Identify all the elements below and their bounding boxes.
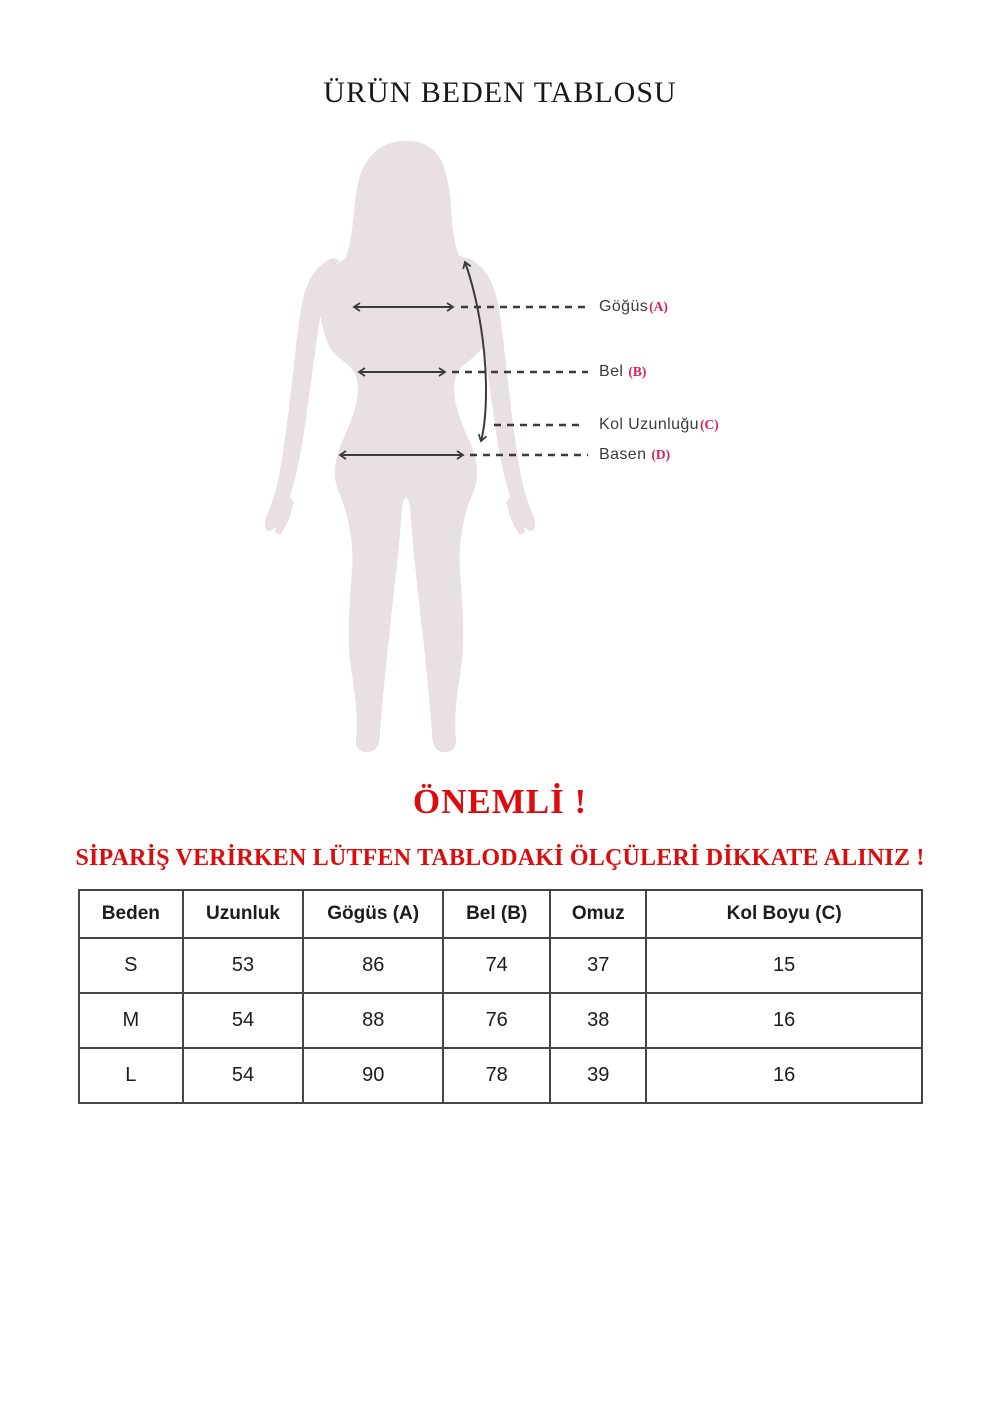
cell-kol: 16 (646, 1048, 922, 1103)
silhouette-body (319, 246, 493, 752)
cell-kol: 16 (646, 993, 922, 1048)
important-message: SİPARİŞ VERİRKEN LÜTFEN TABLODAKİ ÖLÇÜLERİ DİKKATE ALINIZ ! (75, 845, 925, 871)
cell-gogus: 88 (303, 993, 443, 1048)
measure-label-chest-text: Göğüs (599, 298, 649, 315)
measure-label-hip (599, 445, 670, 465)
cell-uzunluk: 54 (183, 1048, 304, 1103)
measure-code-b: (B) (628, 364, 647, 379)
cell-omuz: 37 (550, 938, 646, 993)
cell-omuz: 39 (550, 1048, 646, 1103)
measure-label-waist-text: Bel (599, 363, 624, 380)
measure-label-arm-text: Kol Uzunluğu (599, 416, 699, 433)
measure-code-a: (A) (649, 299, 668, 314)
measure-label-hip-text: Basen (599, 446, 647, 463)
cell-gogus: 90 (303, 1048, 443, 1103)
cell-gogus: 86 (303, 938, 443, 993)
important-heading: ÖNEMLİ ! (412, 782, 588, 821)
measure-label-chest (599, 297, 668, 317)
measure-code-d: (D) (651, 447, 671, 462)
cell-kol: 15 (646, 938, 922, 993)
measure-code-c: (C) (699, 417, 719, 432)
table-row-s (79, 938, 922, 993)
cell-bel: 76 (443, 993, 550, 1048)
cell-omuz: 38 (550, 993, 646, 1048)
measure-label-waist (599, 362, 646, 382)
cell-bel: 74 (443, 938, 550, 993)
page-title: ÜRÜN BEDEN TABLOSU (323, 76, 677, 109)
header-omuz: Omuz (550, 890, 646, 938)
cell-uzunluk: 53 (183, 938, 304, 993)
cell-size: M (79, 993, 183, 1048)
header-gogus: Gögüs (A) (303, 890, 443, 938)
female-silhouette (265, 141, 535, 752)
header-bel: Bel (B) (443, 890, 550, 938)
header-beden: Beden (79, 890, 183, 938)
cell-size: L (79, 1048, 183, 1103)
measure-label-arm (599, 415, 719, 435)
table-row-l (79, 1048, 922, 1103)
size-table (78, 889, 923, 1104)
cell-size: S (79, 938, 183, 993)
cell-uzunluk: 54 (183, 993, 304, 1048)
table-row-m (79, 993, 922, 1048)
header-uzunluk: Uzunluk (183, 890, 304, 938)
header-kol-boyu: Kol Boyu (C) (646, 890, 922, 938)
size-table-header-row (79, 890, 922, 938)
cell-bel: 78 (443, 1048, 550, 1103)
